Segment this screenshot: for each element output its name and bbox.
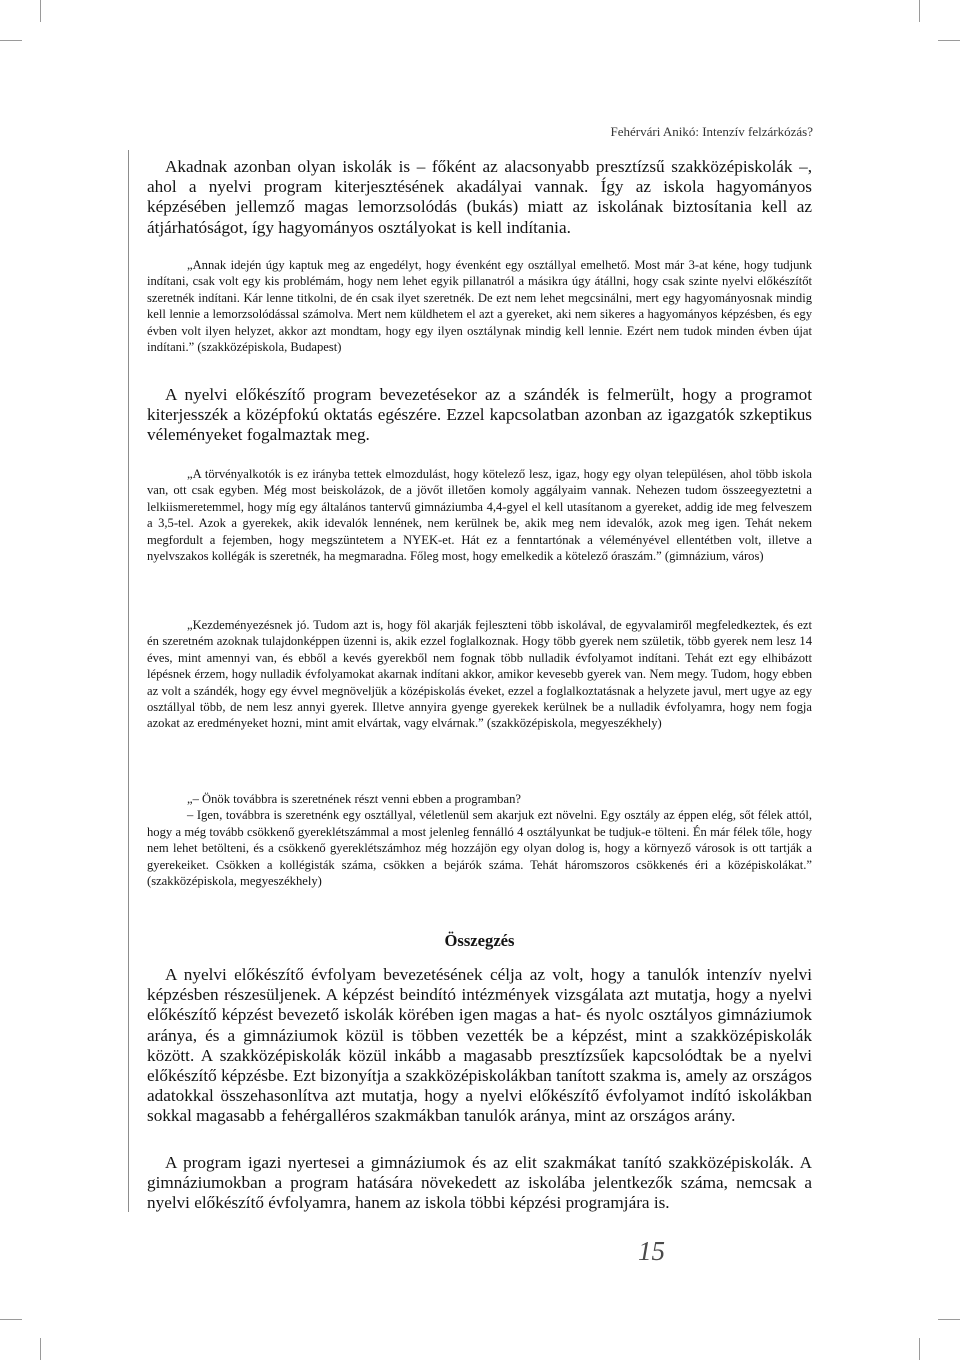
body-paragraph-1: Akadnak azonban olyan iskolák is – főként az alacsonyabb presztízsű szakközépiskolák –, ahol a nyelvi program kiterjesztésének akadályai vannak. Így az iskola hagyományos képzésében jellemző magas lemorzsolódás (bukás) miatt az iskolának biztosítania kell az átjárhatóságot, így hagyományos osztályokat is kell indítania. [147,157,812,237]
summary-paragraph-1: A nyelvi előkészítő évfolyam bevezetésének célja az volt, hogy a tanulók intenzív nyelvi képzésben részesüljenek. A képzést beindító intézmények vizsgálata azt mutatja, hogy a nyelvi előkészítő képzést bevezető iskolák körében igen magas a hat- és nyolc osztályos gimnáziumok aránya, és a gimnáziumok közül is többen vezették be a képzést, mint a szakközépiskolák között. A szakközépiskolák közül inkább a magasabb presztízsűek kapcsolódtak be a nyelvi előkészítő képzésbe. Ezt bizonyítja a szakközépiskolákban tanított szakma is, amely az országos adatokkal összehasonlítva azt mutatja, hogy a nyelvi előkészítő évfolyamot indító iskolákban sokkal magasabb a fehérgalléros szakmákban tanulók aránya, mint az országos arány. [147,965,812,1126]
page-number: 15 [638,1236,665,1266]
quote-3: „Kezdeményezésnek jó. Tudom azt is, hogy föl akarják fejleszteni több iskolával, de egyvalamiről megfeledkeztek, és ezt én szeretném azoknak tulajdonképpen üzenni is, akik ezzel foglalkoznak. Hogy több gyerek nem születik, több gyerek nem lesz 14 éves, mint amennyi van, és ebből a kevés gyerekből nem fognak több nulladik évfolyamot indítani. Tehát ezt egy elhibázott lépésnek érzem, hogy nulladik évfolyamokat akarnak indítani akkor, amikor kevesebb gyerek van. Nem megy. Tudom, hogy ebben az volt a szándék, hogy egy évvel megnöveljük a középiskolás éveket, ezzel a foglalkoztatásnak a helyzete javul, mert ugye az egy osztállyal több, de nem lesz annyi gyerek. Illetve annyira gyenge gyerekek kerülnek be a nulladik évfolyamra, hogy nem fogja azokat az eredményeket hozni, mint amit elvártak, vagy elvárnak.” (szakközépiskola, megyeszékhely) [147,618,812,731]
quote-1: „Annak idején úgy kaptuk meg az engedélyt, hogy évenként egy osztállyal emelhető. Most már 3-at kéne, hogy tudjunk indítani, csak volt egy kis problémám, hogy nem lehet egyik pillanatról a másikra úgy átállni, hogy csak szinte nyelvi előkészítőt szeretnék indítani. Kár lenne titkolni, de én csak ilyet szeretnék. De ezt nem lehet megcsinálni, mert egy hagyományosnak mindig kell lennie a lemorzsolódással számolva. Mert nem küldhetem el azt a gyereket, aki nem sikeres a hagyományos képzésben, és egy évben volt ilyen helyzet, akkor azt mondtam, hogy egy ilyen osztálynak mindig kell lennie. Ezért nem tudok minden évben újat indítani.” (szakközépiskola, Budapest) [147,258,812,355]
quote-4: „– Önök továbbra is szeretnének részt venni ebben a programban? – Igen, továbbra is szeretnénk egy osztállyal, véletlenül sem akarjuk ezt növelni. Egy osztály az éppen elég, sőt félek attól, hogy a még tovább csökkenő gyereklétszámmal a most jelenleg fennálló 4 osztályunkat be tudjuk-e tölteni. Én már félek tőle, hogy nem lehet betölteni, és a csökkenő gyereklétszámhoz még hozzájön egy olyan dolog is, hogy a környező városok is ott tartják a gyerekeiket. Csökken a kollégisták száma, csökken a bejárók száma. Tehát háromszoros csökkenés éri a középiskolákat.” (szakközépiskola, megyeszékhely) [147,792,812,889]
section-heading: Összegzés [444,931,515,950]
running-header: Fehérvári Anikó: Intenzív felzárkózás? [610,124,813,139]
margin-rule [128,150,129,1212]
body-paragraph-2: A nyelvi előkészítő program bevezetésekor az a szándék is felmerült, hogy a programot kiterjesszék a középfokú oktatás egészére. Ezzel kapcsolatban azonban az igazgatók szkeptikus véleményeket fogalmaztak meg. [147,385,812,445]
quote-2: „A törvényalkotók is ez irányba tettek elmozdulást, hogy kötelező lesz, igaz, hogy egy olyan településen, ahol több iskola van, ott csak egyben. Még most beiskolázok, de a jövőt illetően komoly aggályaim vannak. Nehezen tudom összeegyeztetni a lelkiismeretemmel, hogy míg egy általános tantervű gimnáziumba 4,4-gyel el kell utasítanom a gyereket, addig ide meg felveszem a 3,5-tel. Azok a gyerekek, akik idevalók lennének, nem kerülnek be, akik meg nem idevalók, azok meg igen. Tehát nekem megfordult a fejemben, hogy megszüntetem a NYEK-et. Hát ez a fenntartónak a véleményével ellentétben volt, illetve a nyelvszakos kollégák is szeretnék, ha megmaradna. Főleg most, hogy emelkedik a kötelező óraszám.” (gimnázium, város) [147,467,812,564]
summary-paragraph-2: A program igazi nyertesei a gimnáziumok és az elit szakmákat tanító szakközépiskolák. A gimnáziumokban a program hatására növekedett az iskolába jelentkezők száma, nemcsak a nyelvi előkészítő évfolyamra, hanem az iskola többi képzési programjára is. [147,1153,812,1213]
